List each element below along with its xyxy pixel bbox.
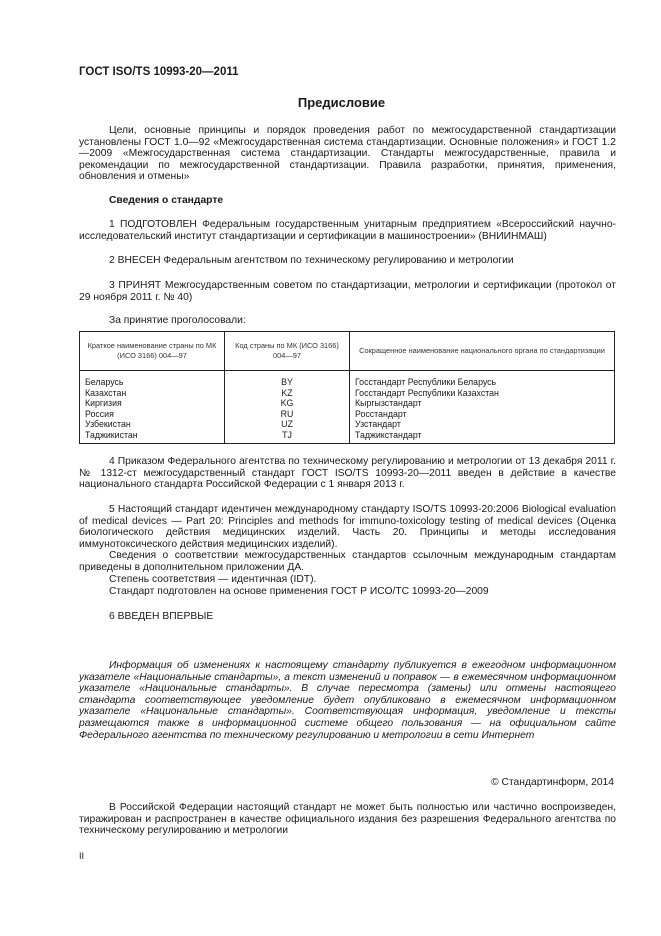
table-row [80, 398, 615, 409]
table-cell-country: Таджикистан [80, 430, 225, 443]
table-cell-code: TJ [225, 430, 350, 443]
item-6: 6 ВВЕДЕН ВПЕРВЫЕ [109, 611, 214, 622]
table-cell-authority: Кыргызстандарт [350, 398, 615, 409]
table-cell-code: UZ [225, 419, 350, 430]
table-cell-authority: Госстандарт Республики Казахстан [350, 388, 615, 399]
document-code: ГОСТ ISO/TS 10993-20—2011 [79, 66, 239, 78]
table-cell-code: BY [225, 371, 350, 388]
votes-label: За принятие проголосовали: [109, 315, 246, 326]
section-heading: Сведения о стандарте [109, 195, 224, 206]
item-4: 4 Приказом Федерального агентства по техническому регулированию и метрологии от 13 декабря 2011 г. № 1312-ст межгосударственный стандарт ГОСТ ISO/TS 10993-20—2011 введен в действие в качестве национального стандарта Российской Федерации с 1 января 2013 г. [79, 456, 616, 491]
table-row [80, 419, 615, 430]
table-header-code: Код страны по МК (ИСО 3166) 004—97 [225, 332, 350, 371]
table-cell-authority: Госстандарт Республики Беларусь [350, 371, 615, 388]
item-5-degree: Степень соответствия — идентичная (IDT). [109, 574, 317, 585]
info-notice: Информация об изменениях к настоящему стандарту публикуется в ежегодном информационном указателе «Национальные стандарты», а текст изменений и поправок — в ежемесячном информационном указателе «Национальные стандарты». В случае пересмотра (замены) или отмены настоящего стандарта соответствующее уведомление будет опубликовано в ежемесячном информационном указателе «Национальные стандарты». Соответствующая информация, уведомление и тексты размещаются также в информационной системе общего пользования — на официальном сайте Федерального агентства по техническому регулированию и метрологии в сети Интернет [79, 660, 616, 741]
table-row [80, 371, 615, 388]
table-cell-code: RU [225, 409, 350, 420]
table-cell-authority: Узстандарт [350, 419, 615, 430]
item-1: 1 ПОДГОТОВЛЕН Федеральным государственным унитарным предприятием «Всероссийский научно-исследовательский институт стандартизации и сертификации в машиностроении» (ВНИИНМАШ) [79, 219, 616, 242]
copyright-notice: © Стандартинформ, 2014 [491, 777, 614, 788]
item-5-basis: Стандарт подготовлен на основе применения ГОСТ Р ИСО/ТС 10993-20—2009 [109, 586, 489, 597]
table-cell-authority: Таджикстандарт [350, 430, 615, 443]
item-2: 2 ВНЕСЕН Федеральным агентством по техническому регулированию и метрологии [109, 255, 514, 266]
voting-table [79, 331, 615, 444]
table-row [80, 430, 615, 443]
item-3: 3 ПРИНЯТ Межгосударственным советом по стандартизации, метрологии и сертификации (протокол от 29 ноября 2011 г. № 40) [79, 280, 616, 303]
table-cell-country: Киргизия [80, 398, 225, 409]
table-cell-country: Беларусь [80, 371, 225, 388]
table-row [80, 409, 615, 420]
table-header-row [80, 332, 615, 371]
table-cell-code: KG [225, 398, 350, 409]
table-row [80, 388, 615, 399]
item-5-compliance: Сведения о соответствии межгосударственных стандартов ссылочным международным стандартам приведены в дополнительном приложении ДА. [79, 550, 616, 573]
table-cell-authority: Росстандарт [350, 409, 615, 420]
intro-paragraph: Цели, основные принципы и порядок проведения работ по межгосударственной стандартизации установлены ГОСТ 1.0—92 «Межгосударственная система стандартизации. Основные положения» и ГОСТ 1.2—2009 «Межгосударственная система стандартизации. Стандарты межгосударственные, правила и рекомендации по межгосударственной стандартизации. Правила разработки, принятия, применения, обновления и отмены» [79, 125, 616, 183]
table-cell-country: Узбекистан [80, 419, 225, 430]
reproduction-notice: В Российской Федерации настоящий стандарт не может быть полностью или частично воспроизведен, тиражирован и распространен в качестве официального издания без разрешения Федерального агентства по техническому регулированию и метрологии [79, 802, 616, 837]
item-5: 5 Настоящий стандарт идентичен международному стандарту ISO/TS 10993-20:2006 Biological evaluation of medical devices — Part 20: Principles and methods for immuno-toxicology testing of medical devices (Оценка биологического действия медицинских изделий. Часть 20. Принципы и методы исследования иммунотоксического действия медицинских изделий). [79, 504, 616, 550]
table-cell-country: Казахстан [80, 388, 225, 399]
table-cell-code: KZ [225, 388, 350, 399]
table-header-country: Краткое наименование страны по МК (ИСО 3166) 004—97 [80, 332, 225, 371]
table-cell-country: Россия [80, 409, 225, 420]
page-number: II [79, 851, 85, 861]
table-header-authority: Сокращенное наименование национального органа по стандартизации [350, 332, 615, 371]
page-title: Предисловие [297, 95, 386, 110]
